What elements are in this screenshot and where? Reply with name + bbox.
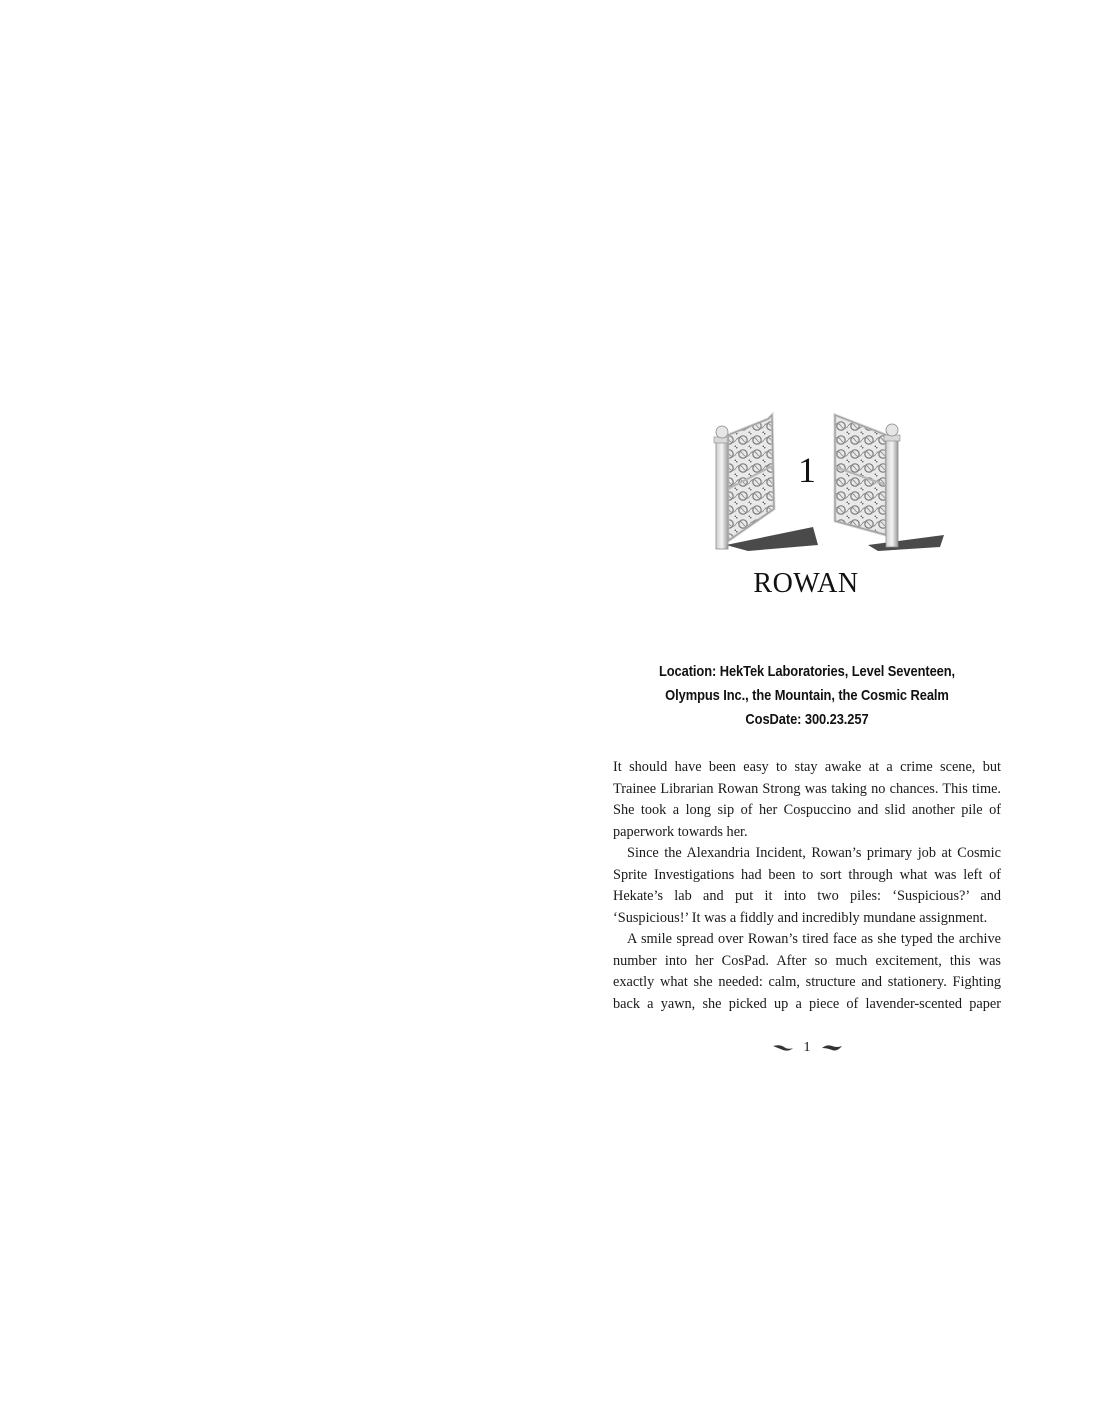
swash-right-icon xyxy=(821,1043,843,1053)
body-paragraph: It should have been easy to stay awake at a crime scene, but Trainee Librarian Rowan Strong was taking no chances. This time. She took a long sip of her Cospuccino and slid another pile of paperwork towards her. xyxy=(613,759,1001,840)
body-paragraph: Since the Alexandria Incident, Rowan’s primary job at Cosmic Sprite Investigations had been to sort through what was left of Hekate’s lab and put it into two piles: ‘Suspicious?’ and ‘Suspicious!’ It was a fiddly and incredibly mundane assignment. xyxy=(613,845,1001,926)
page-number: 1 xyxy=(803,1040,811,1055)
chapter-title: ROWAN xyxy=(753,568,859,599)
location-block xyxy=(640,660,974,732)
cosdate-line: CosDate: 300.23.257 xyxy=(745,711,869,728)
body-paragraph: A smile spread over Rowan’s tired face as she typed the archive number into her CosPad. After so much excitement, this was exactly what she needed: calm, structure and stationery. Fighting back a yawn, she picked up a piece of lavender-scented paper xyxy=(613,931,1001,1012)
chapter-number: 1 xyxy=(798,450,816,490)
swash-left-icon xyxy=(772,1043,794,1053)
chapter-body xyxy=(613,757,1001,1015)
location-line: Olympus Inc., the Mountain, the Cosmic Realm xyxy=(665,687,949,704)
ornate-gates-icon xyxy=(708,405,948,555)
page-folio xyxy=(760,1037,854,1059)
location-line: Location: HekTek Laboratories, Level Seventeen, xyxy=(658,663,956,680)
